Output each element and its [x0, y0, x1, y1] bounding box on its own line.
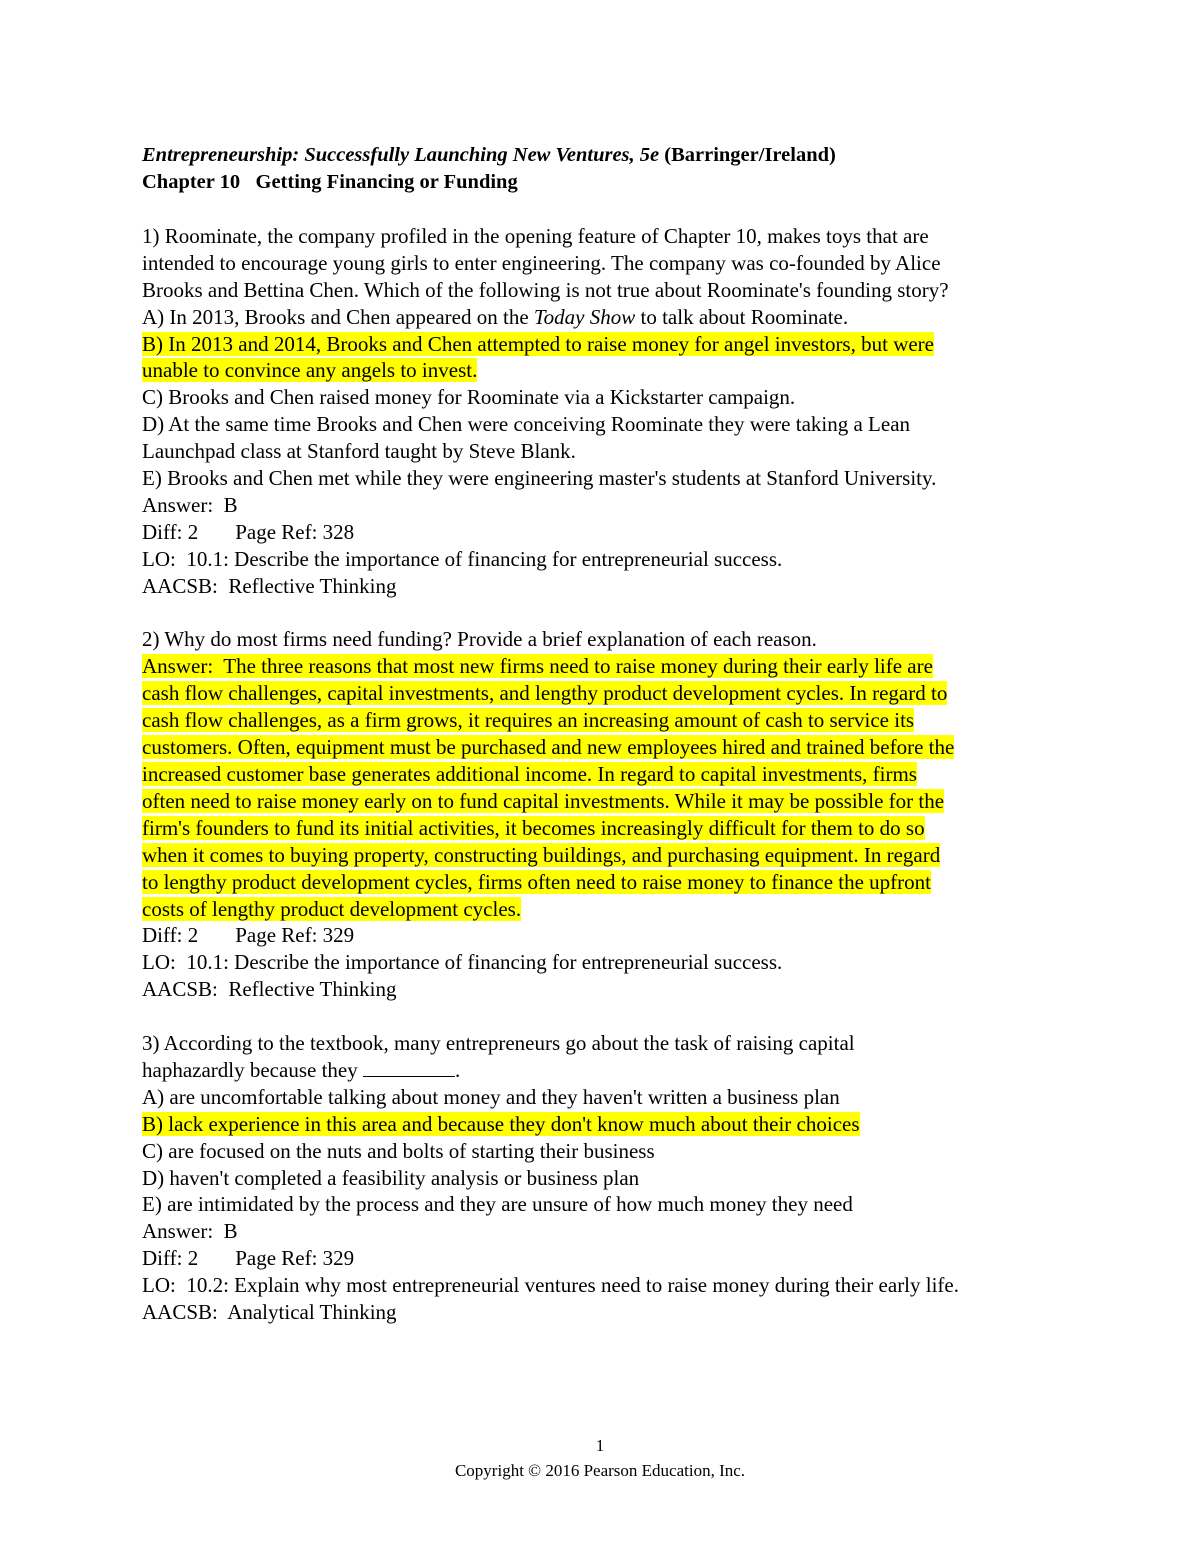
option-b-highlighted — [142, 357, 1072, 384]
answer-text-line: Answer: The three reasons that most new firms need to raise money during their early life are — [142, 654, 933, 679]
answer-text-line: firm's founders to fund its initial activities, it becomes increasingly difficult for them to do so — [142, 815, 925, 840]
option-e: E) Brooks and Chen met while they were engineering master's students at Stanford University. — [142, 466, 937, 491]
option-b-text: B) lack experience in this area and because they don't know much about their choices — [142, 1111, 860, 1136]
stem-text: haphazardly because they — [142, 1057, 363, 1082]
book-authors: (Barringer/Ireland) — [664, 144, 836, 166]
option-a-suffix: to talk about Roominate. — [635, 304, 849, 329]
diff-page-ref — [142, 519, 1072, 546]
stem-suffix: . — [454, 1057, 461, 1082]
diff-page-ref — [142, 1245, 1072, 1272]
diff: Diff: 2 — [142, 519, 199, 544]
aacsb: AACSB: Reflective Thinking — [142, 573, 397, 598]
answer-line — [142, 653, 1072, 680]
question-1 — [142, 223, 1072, 600]
learning-objective: LO: 10.1: Describe the importance of financing for entrepreneurial success. — [142, 546, 783, 571]
question-stem-line: intended to encourage young girls to enter engineering. The company was co-founded by Alice — [142, 250, 941, 275]
diff: Diff: 2 — [142, 923, 199, 948]
diff-page-ref — [142, 922, 1072, 949]
option-b-highlighted — [142, 1111, 1072, 1138]
question-stem-line: 1) Roominate, the company profiled in the opening feature of Chapter 10, makes toys that are — [142, 223, 929, 248]
page-ref: Page Ref: 329 — [235, 923, 355, 948]
answer-line — [142, 815, 1072, 842]
question-3 — [142, 1030, 1072, 1326]
answer-line — [142, 869, 1072, 896]
page-number: 1 — [595, 1436, 605, 1455]
book-title: Entrepreneurship: Successfully Launching New Ventures, 5e — [142, 144, 660, 166]
option-d-line: D) At the same time Brooks and Chen were conceiving Roominate they were taking a Lean — [142, 412, 911, 437]
answer: Answer: B — [142, 492, 238, 517]
answer-text-line: cash flow challenges, capital investments, and lengthy product development cycles. In regard to — [142, 681, 948, 706]
answer-text-line: often need to raise money early on to fund capital investments. While it may be possible for the — [142, 788, 945, 813]
spacer — [142, 1003, 1072, 1030]
option-a-italic: Today Show — [533, 304, 636, 329]
answer-text-line: cash flow challenges, as a firm grows, it requires an increasing amount of cash to service its — [142, 708, 915, 733]
answer-text-line: when it comes to buying property, constructing buildings, and purchasing equipment. In regard — [142, 842, 941, 867]
answer-line — [142, 788, 1072, 815]
answer-line — [142, 680, 1072, 707]
answer-line — [142, 896, 1072, 923]
question-stem: 2) Why do most firms need funding? Provide a brief explanation of each reason. — [142, 627, 817, 652]
answer-text-line: customers. Often, equipment must be purchased and new employees hired and trained before the — [142, 735, 955, 760]
question-stem-line: 3) According to the textbook, many entrepreneurs go about the task of raising capital — [142, 1031, 855, 1056]
question-stem-line: Brooks and Bettina Chen. Which of the following is not true about Roominate's founding story? — [142, 277, 949, 302]
option-b-line: unable to convince any angels to invest. — [142, 358, 478, 383]
question-2 — [142, 626, 1072, 1003]
learning-objective: LO: 10.2: Explain why most entrepreneurial ventures need to raise money during their early life. — [142, 1273, 960, 1298]
page-ref: Page Ref: 329 — [235, 1246, 355, 1271]
page-ref: Page Ref: 328 — [235, 519, 355, 544]
option-d-line: Launchpad class at Stanford taught by Steve Blank. — [142, 439, 576, 464]
answer-text-line: increased customer base generates additional income. In regard to capital investments, firms — [142, 762, 917, 786]
answer-line — [142, 707, 1072, 734]
option-e: E) are intimidated by the process and they are unsure of how much money they need — [142, 1192, 853, 1217]
option-a: A) are uncomfortable talking about money and they haven't written a business plan — [142, 1084, 840, 1109]
copyright-notice: Copyright © 2016 Pearson Education, Inc. — [454, 1461, 746, 1480]
option-a — [142, 304, 1072, 331]
spacer — [142, 600, 1072, 627]
answer: Answer: B — [142, 1219, 238, 1244]
answer-line — [142, 842, 1072, 869]
chapter-heading: Chapter 10 Getting Financing or Funding — [142, 171, 518, 193]
answer-line — [142, 761, 1072, 788]
aacsb: AACSB: Analytical Thinking — [142, 1300, 397, 1325]
fill-in-blank — [363, 1058, 455, 1077]
option-b-highlighted — [142, 331, 1072, 358]
answer-line — [142, 734, 1072, 761]
answer-text-line: costs of lengthy product development cycles. — [142, 896, 522, 921]
option-a-text: A) In 2013, Brooks and Chen appeared on the — [142, 304, 534, 329]
option-d: D) haven't completed a feasibility analysis or business plan — [142, 1165, 640, 1190]
book-title-line — [142, 142, 1072, 169]
option-c: C) Brooks and Chen raised money for Roominate via a Kickstarter campaign. — [142, 385, 796, 410]
option-b-line: B) In 2013 and 2014, Brooks and Chen attempted to raise money for angel investors, but were — [142, 331, 934, 356]
document-body — [142, 142, 1072, 1326]
spacer — [142, 196, 1072, 223]
learning-objective: LO: 10.1: Describe the importance of financing for entrepreneurial success. — [142, 950, 783, 975]
option-c: C) are focused on the nuts and bolts of starting their business — [142, 1138, 655, 1163]
aacsb: AACSB: Reflective Thinking — [142, 977, 397, 1002]
question-stem-line — [142, 1057, 1072, 1084]
diff: Diff: 2 — [142, 1246, 199, 1271]
answer-text-line: to lengthy product development cycles, firms often need to raise money to finance the upfront — [142, 869, 932, 894]
